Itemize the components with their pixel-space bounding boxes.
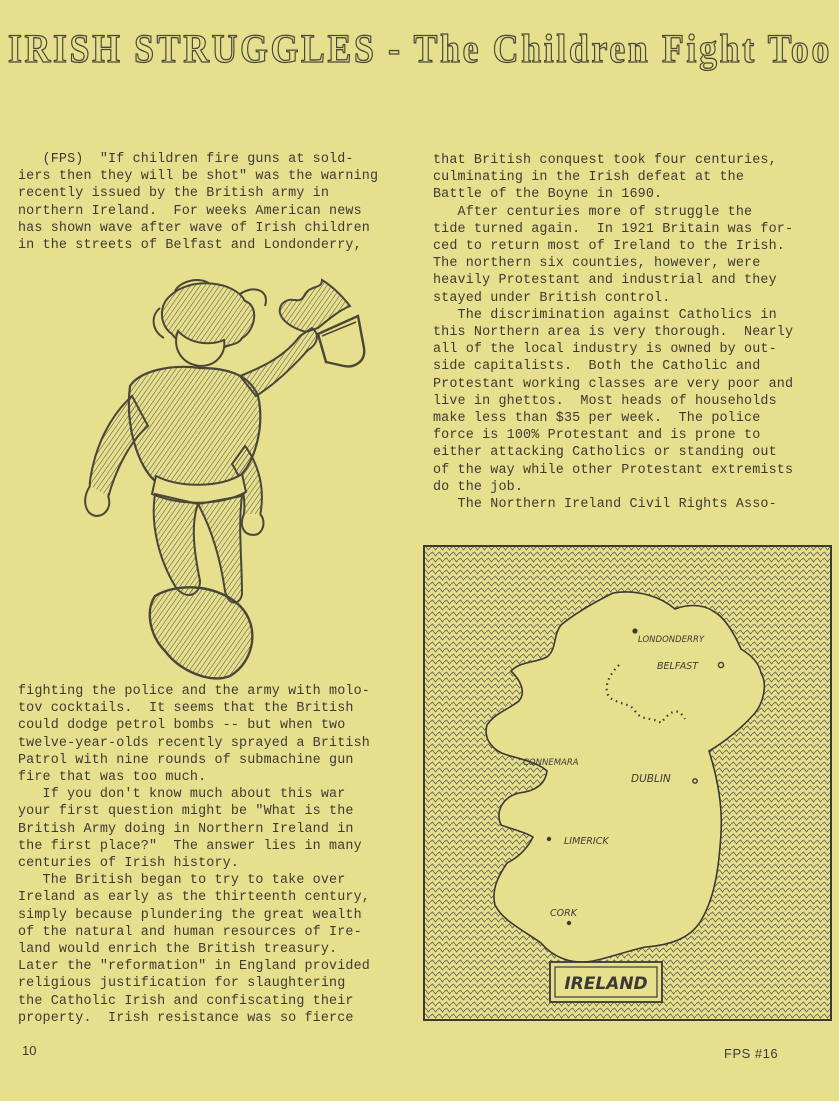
text-line: The British began to try to take over	[18, 873, 346, 889]
text-line: iers then they will be shot" was the warning	[18, 169, 379, 185]
text-line: religious justification for slaughtering	[18, 976, 346, 992]
text-line: Later the "reformation" in England provided	[18, 959, 370, 975]
text-line: simply because plundering the great wealth	[18, 907, 362, 923]
text-line: either attacking Catholics or standing out	[433, 445, 777, 461]
text-line: heavily Protestant and industrial and they	[433, 273, 777, 289]
article-headline	[8, 18, 834, 78]
text-line: do the job.	[433, 479, 524, 495]
text-line: all of the local industry is owned by out-	[433, 342, 777, 358]
text-line: ced to return most of Ireland to the Irish.	[433, 239, 785, 255]
page-number: 10	[22, 1043, 37, 1058]
label-limerick: LIMERICK	[564, 836, 609, 847]
headline-text: IRISH STRUGGLES - The Children Fight Too	[8, 26, 832, 71]
label-londonderry: LONDONDERRY	[638, 635, 705, 645]
text-line: force is 100% Protestant and is prone to	[433, 428, 761, 444]
text-line: tide turned again. In 1921 Britain was for-	[433, 221, 794, 237]
text-line: culminating in the Irish defeat at the	[433, 170, 745, 186]
text-line: Patrol with nine rounds of submachine gun	[18, 752, 354, 768]
text-line: land would enrich the British treasury.	[18, 942, 338, 958]
text-line: stayed under British control.	[433, 290, 671, 306]
text-line: live in ghettos. Most heads of households	[433, 393, 777, 409]
text-line: side capitalists. Both the Catholic and	[433, 359, 761, 375]
label-belfast: BELFAST	[657, 661, 699, 672]
text-line: twelve-year-olds recently sprayed a British	[18, 735, 370, 751]
text-line: make less than $35 per week. The police	[433, 411, 761, 427]
text-line: of the natural and human resources of Ire-	[18, 924, 362, 940]
text-line: could dodge petrol bombs -- but when two	[18, 718, 346, 734]
text-line: British Army doing in Northern Ireland in	[18, 821, 354, 837]
text-line: northern Ireland. For weeks American news	[18, 203, 362, 219]
label-dublin: DUBLIN	[631, 773, 671, 785]
text-line: The Northern Ireland Civil Rights Asso-	[433, 497, 777, 513]
text-line: Protestant working classes are very poor and	[433, 376, 794, 392]
child-rioter-illustration	[60, 276, 380, 681]
text-line: fire that was too much.	[18, 770, 207, 786]
text-line: property. Irish resistance was so fierce	[18, 1010, 354, 1026]
ireland-map	[423, 545, 832, 1021]
text-line: your first question might be "What is the	[18, 804, 354, 820]
text-line: in the streets of Belfast and Londonderry,	[18, 238, 362, 254]
right-column-top	[433, 152, 793, 513]
label-connemara: CONNEMARA	[523, 758, 579, 768]
map-title: IRELAND	[564, 974, 648, 994]
text-line: that British conquest took four centuries,	[433, 153, 777, 168]
text-line: Ireland as early as the thirteenth century,	[18, 890, 370, 906]
text-line: The discrimination against Catholics in	[433, 307, 777, 323]
text-line: of the way while other Protestant extremists	[433, 462, 794, 478]
text-line: this Northern area is very thorough. Nearly	[433, 325, 794, 341]
text-line: If you don't know much about this war	[18, 787, 346, 803]
text-line: centuries of Irish history.	[18, 856, 240, 872]
issue-label: FPS #16	[724, 1046, 779, 1061]
text-line: tov cocktails. It seems that the British	[18, 701, 354, 717]
text-line: recently issued by the British army in	[18, 186, 330, 202]
left-column-top	[18, 151, 378, 254]
text-line: Battle of the Boyne in 1690.	[433, 187, 663, 203]
text-line: The northern six counties, however, were	[433, 256, 761, 272]
label-cork: CORK	[550, 908, 577, 919]
text-line: the first place?" The answer lies in many	[18, 838, 362, 854]
text-line: the Catholic Irish and confiscating their	[18, 993, 354, 1009]
left-column-bottom	[18, 683, 370, 1027]
text-line: After centuries more of struggle the	[433, 204, 753, 220]
text-line: fighting the police and the army with molo-	[18, 684, 370, 699]
text-line: has shown wave after wave of Irish children	[18, 220, 370, 236]
text-line: (FPS) "If children fire guns at sold-	[18, 152, 354, 167]
